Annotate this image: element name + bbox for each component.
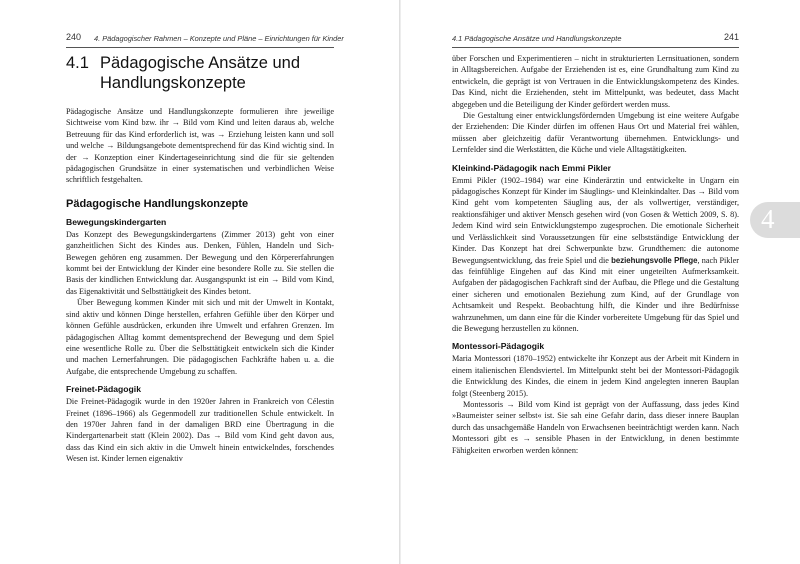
bewegung-paragraph-1: Das Konzept des Bewegungskindergartens (Zimmer 2013) geht von einer ganzheitlichen Sicht des Kindes aus. Denken, Fühlen, Handeln und Sich-Bewegen gehören eng zusammen. Der Bewegung und den Körpererfahrungen kommt bei der Entwicklung der Kinder eine besondere Rolle zu. Sie stellen die Basis der kindlichen Entwicklung dar. Ausgangspunkt ist ein → Bild vom Kind, das Eigenaktivität und Selbsttätigkeit des Kindes betont. [66,229,334,296]
subheading-freinet: Freinet-Pädagogik [66,384,141,395]
page-number: 241 [723,32,739,42]
subheading-montessori: Montessori-Pädagogik [452,341,545,352]
right-content [452,53,739,456]
bold-term: beziehungsvolle Pflege [611,255,698,265]
freinet-continued-paragraph-1: über Forschen und Experimentieren – nicht in strukturierten Lernsituationen, sondern in Alltagsbereichen. Aufgabe der Erziehenden ist es, eine Grundhaltung zum Kind zu entwickeln, die geprägt ist von Vertrauen in die Entwicklungskompetenz des Kindes. Das Kind, nicht die Erziehenden, steht im Mittelpunkt, was bedeutet, dass Macht abgegeben und die Beteiligung der Kinder gefördert werden muss. [452,54,739,109]
subheading-pikler: Kleinkind-Pädagogik nach Emmi Pikler [452,162,612,173]
running-head-left [66,32,344,48]
chapter-tab [750,202,800,238]
freinet-paragraph-1: Die Freinet-Pädagogik wurde in den 1920er Jahren in Frankreich von Célestin Freinet (1896–1966) als Gegenmodell zur traditionellen Schule entwickelt. In den 1970er Jahren fand in der damaligen BRD eine Übertragung in die Kindergartenarbeit statt (Klein 2002). Das → Bild vom Kind geht davon aus, dass das Kind ein sich aktiv in die Umwelt hinein entwickelndes, forschendes Wesen ist. Kinder lernen eigenaktiv [66,397,334,464]
running-head-text: 4.1 Pädagogische Ansätze und Handlungskonzepte [452,34,622,43]
section-heading: Pädagogische Handlungskonzepte [66,197,249,210]
chapter-heading [66,53,334,93]
pikler-paragraph-1: Emmi Pikler (1902–1984) war eine Kinderärztin und entwickelte in Ungarn ein pädagogisches Konzept für Kinder im Säuglings- und Kleinkindalter. Das → Bild vom Kind geht vom kompetenten Säugling aus, der als vollwertiger, verständiger, reaktionsfähiger und aktiver Mensch gesehen wird (von Gosen & Wettich 2009, S. 8). Jedem Kind wird sein Entwicklungstempo zugesprochen. Die emotionale Sicherheit und Verlässlichkeit sind Voraussetzungen für eine selbstständige Entwicklung der Kinder. Das Konzept hat drei Schwerpunkte bzw. Grundthemen: die autonome Bewegungsentwicklung, das freie Spiel und die beziehungsvolle Pflege, nach Pikler das feinfühlige Eingehen auf das Kind mit einer ungeteilten Aufmerksamkeit. Aufgaben der pädagogischen Fachkraft sind der Aufbau, die Pflege und die Gestaltung einer sicheren und emotionalen Beziehung zum Kind, auf der Grundlage von Achtsamkeit und Respekt. Beobachtung hilft, die Kinder und ihre Bedürfnisse wahrzunehmen, um dann eine für die Kinder vorbereitete Umgebung für das Spiel und die Bewegung herzustellen zu können. [452,175,740,333]
running-head-right [452,33,739,48]
chapter-title: Pädagogische Ansätze und Handlungskonzepte [100,54,300,92]
subheading-bewegung: Bewegungskindergarten [66,216,167,227]
freinet-continued-paragraph-2: Die Gestaltung einer entwicklungsfördernden Umgebung ist eine weitere Aufgabe der Erziehenden: Die Kinder dürfen im offenen Haus Ort und Material frei wählen, müssen aber gleichzeitig dafür Verantwortung übernehmen. Entwicklungs- und Lernfelder sind die Werkstätten, die Küche und viele Alltagstätigkeiten. [452,111,739,155]
running-head-text: 4. Pädagogischer Rahmen – Konzepte und Pläne – Einrichtungen für Kinder [94,34,344,43]
left-content [66,53,334,465]
bewegung-paragraph-2: Über Bewegung kommen Kinder mit sich und mit der Umwelt in Kontakt, sind aktiv und können Dinge herstellen, erfahren Gefühle über den Körper und können Gefühle ausdrücken, erkunden ihre Umwelt und erfahren Grenzen. Im pädagogischen Alltag kommt dementsprechend der Bewegung und dem Spiel eine wesentliche Rolle zu. Über die Selbsttätigkeit entwickeln sich die Kinder und machen Lernerfahrungen. Die pädagogischen Fachkräfte haben u. a. die Aufgabe, die entsprechende Umgebung zu schaffen. [66,298,334,376]
chapter-number: 4.1 [66,54,89,72]
montessori-paragraph-1: Maria Montessori (1870–1952) entwickelte ihr Konzept aus der Arbeit mit Kindern in einem italienischen Elendsviertel. Im Mittelpunkt steht bei der Montessori-Pädagogik die Entwicklung des Kindes, die einem in jedem Kind angelegten inneren Bauplan folgt (Steenberg 2015). [452,354,739,398]
right-page [400,0,800,564]
montessori-paragraph-2: Montessoris → Bild vom Kind ist geprägt von der Auffassung, dass jedes Kind »Baumeister seiner selbst« ist. Sie sah eine Gefahr darin, dass dieser innere Bauplan durch das unsachgemäße Handeln von Erwachsenen beeinträchtigt werden kann. Nach Montessori gibt es → sensible Phasen in der Entwicklung, in denen bestimmte Fähigkeiten erworben werden können: [452,399,739,455]
page-number: 240 [66,32,82,42]
intro-paragraph: Pädagogische Ansätze und Handlungskonzepte formulieren ihre jeweilige Sichtweise vom Kind bzw. ihr → Bild vom Kind und leiten daraus ab, welche Betreuung für das Kind erforderlich ist, was → Erziehung leisten kann und soll und welche → Bildungsangebote dementsprechend für das Kind wichtig sind. In der → Konzeption einer Kindertageseinrichtung sind die für sie geltenden pädagogischen Grundsätze in einer systematischen und verbindlichen Weise schriftlich festgehalten. [66,107,334,185]
chapter-tab-number: 4 [761,204,775,234]
